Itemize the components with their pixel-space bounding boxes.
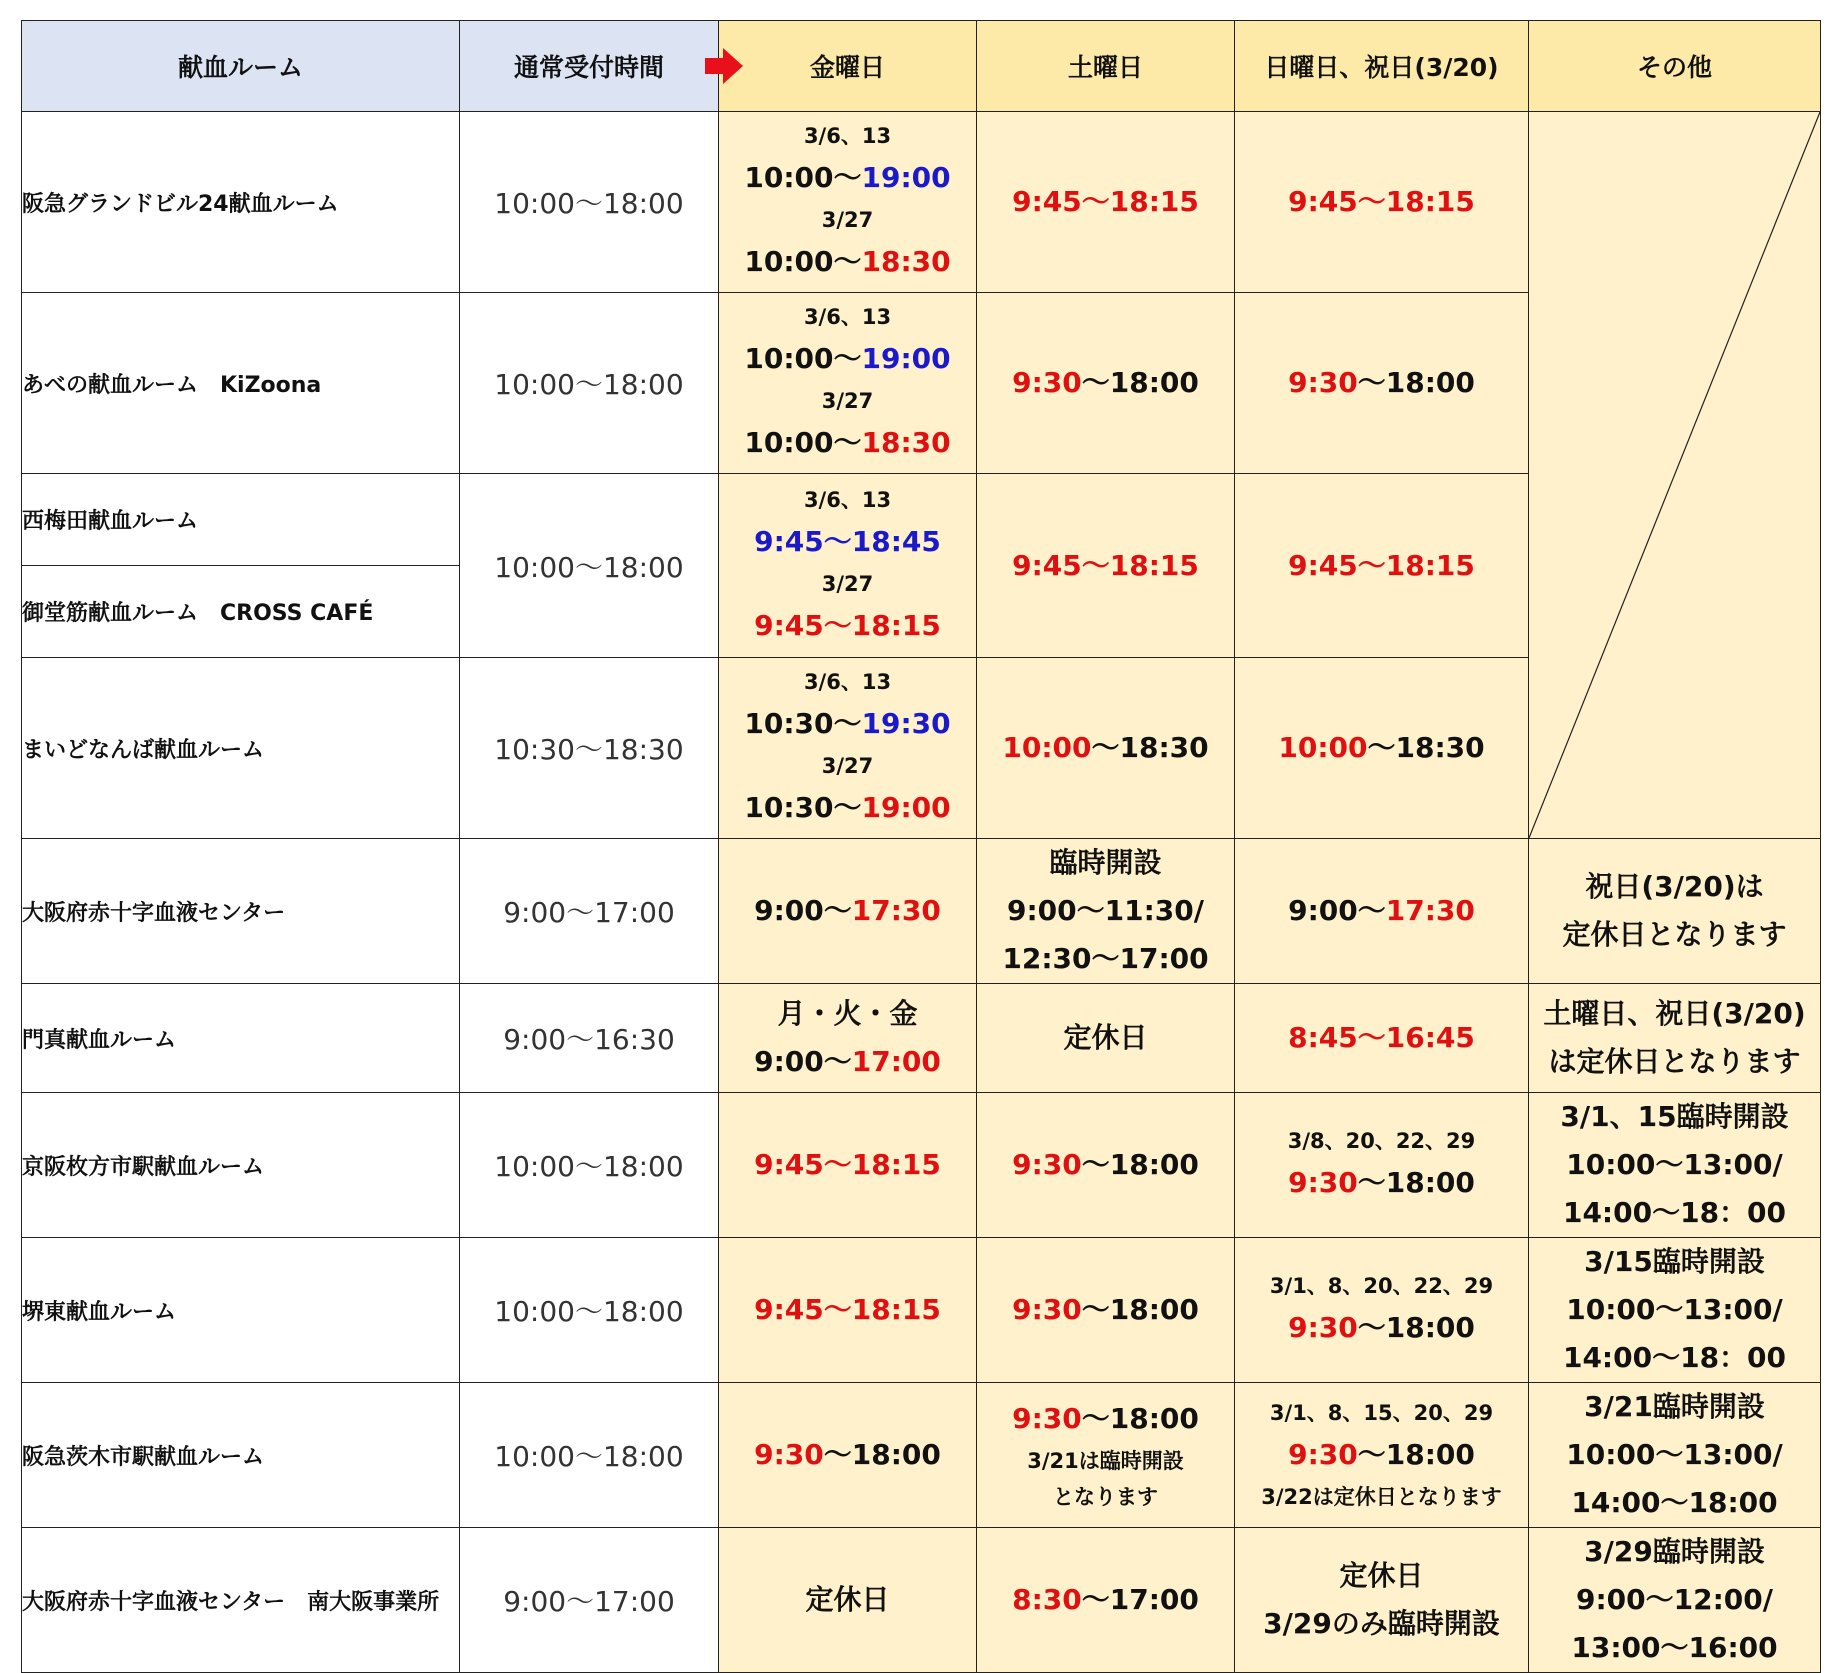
time-start: 9:00～ [754,894,852,927]
room-name: 堺東献血ルーム [22,1238,460,1383]
time-range: 9:00～11:30/ [1007,894,1204,927]
note-line: 3/29のみ臨時開設 [1263,1607,1500,1640]
note-line: 9:00～12:00/ [1576,1583,1773,1616]
date-label: 3/6、13 [803,124,892,148]
time-end: 17:30 [1385,894,1475,927]
time-range: 9:45～18:15 [754,608,941,642]
time-end: ～18:00 [1081,1148,1199,1181]
header-friday: 金曜日 [719,21,977,112]
sunday-hours: 9:45～18:15 [1235,112,1529,293]
saturday-hours [977,1093,1235,1238]
friday-hours [719,839,977,984]
time-end: ～17:00 [1081,1583,1199,1616]
time-end: ～18:00 [1357,1311,1475,1344]
saturday-hours: 定休日 [977,984,1235,1093]
time-start: 9:30 [1012,1293,1082,1326]
sunday-hours [1235,293,1529,474]
sunday-hours [1235,839,1529,984]
header-other: その他 [1529,21,1821,112]
date-label: 3/27 [821,389,874,413]
date-label: 3/27 [821,571,874,596]
room-name: まいどなんば献血ルーム [22,658,460,839]
time-start: 9:00～ [754,1045,852,1078]
time-start: 10:00 [1002,731,1092,764]
header-room: 献血ルーム [22,21,460,112]
other-note [1529,1383,1821,1528]
room-name: 門真献血ルーム [22,984,460,1093]
date-label: 3/6、13 [803,487,892,512]
time-start: 9:30 [754,1438,824,1471]
time-end: 17:00 [851,1045,941,1078]
note-line: 定休日 [1339,1559,1424,1592]
right-arrow-icon [705,48,743,84]
sunday-hours [1235,1238,1529,1383]
time-start: 9:30 [1288,366,1358,399]
friday-hours [719,658,977,839]
note-line: 3/21臨時開設 [1584,1390,1765,1423]
date-label: 3/1、8、20、22、29 [1269,1274,1494,1298]
note-line: 10:00～13:00/ [1566,1293,1783,1326]
other-note [1529,1528,1821,1673]
header-normal-label: 通常受付時間 [513,53,664,82]
table-row [22,984,1821,1093]
friday-hours [719,984,977,1093]
note-label: 臨時開設 [1049,846,1162,879]
time-end: 18:30 [861,245,951,278]
other-blank-cell [1529,112,1821,839]
note-line: となります [1053,1485,1158,1509]
friday-hours [719,474,977,658]
date-label: 3/6、13 [803,670,892,694]
header-saturday: 土曜日 [977,21,1235,112]
time-end: 19:30 [861,707,951,740]
room-name: 大阪府赤十字血液センター [22,839,460,984]
time-end: ～18:00 [1357,366,1475,399]
other-note [1529,984,1821,1093]
time-end: 19:00 [861,161,951,194]
note-line: 14:00～18：00 [1562,1196,1787,1229]
saturday-hours [977,1528,1235,1673]
time-end: ～18:00 [1357,1438,1475,1471]
saturday-hours [977,839,1235,984]
normal-hours: 10:00～18:00 [460,474,719,658]
sunday-hours [1235,1383,1529,1528]
time-start: 9:30 [1288,1311,1358,1344]
table-row [22,1528,1821,1673]
saturday-hours: 9:45～18:15 [977,474,1235,658]
time-end: ～18:00 [1081,1293,1199,1326]
note-line: 3/22は定休日となります [1261,1485,1502,1509]
other-note [1529,839,1821,984]
time-start: 9:30 [1012,1148,1082,1181]
time-start: 10:30～ [744,791,862,824]
normal-hours: 10:00～18:00 [460,293,719,474]
time-start: 9:30 [1012,366,1082,399]
other-note [1529,1238,1821,1383]
normal-hours: 9:00～17:00 [460,1528,719,1673]
schedule-table [21,20,1821,1673]
time-start: 8:30 [1012,1583,1082,1616]
note-line: 3/1、15臨時開設 [1560,1100,1789,1133]
date-label: 3/6、13 [803,305,892,329]
header-row [22,21,1821,112]
time-end: 19:00 [861,791,951,824]
normal-hours: 9:00～16:30 [460,984,719,1093]
time-end: ～18:30 [1367,731,1485,764]
sunday-hours: 8:45～16:45 [1235,984,1529,1093]
note-line: 定休日となります [1562,918,1787,951]
day-label: 月・火・金 [777,997,918,1030]
note-line: 13:00～16:00 [1571,1631,1778,1664]
date-label: 3/27 [821,208,874,232]
time-range: 12:30～17:00 [1002,942,1209,975]
table-row [22,1093,1821,1238]
normal-hours: 9:00～17:00 [460,839,719,984]
normal-hours: 10:00～18:00 [460,1238,719,1383]
time-end: 19:00 [861,342,951,375]
date-label: 3/1、8、15、20、29 [1269,1401,1494,1425]
note-line: 3/21は臨時開設 [1027,1449,1184,1473]
room-name: 西梅田献血ルーム [22,474,460,566]
time-end: 18:30 [861,426,951,459]
date-label: 3/27 [821,754,874,778]
room-name: 阪急グランドビル24献血ルーム [22,112,460,293]
saturday-hours [977,658,1235,839]
normal-hours: 10:30～18:30 [460,658,719,839]
friday-hours [719,293,977,474]
normal-hours: 10:00～18:00 [460,112,719,293]
sunday-hours [1235,1528,1529,1673]
time-start: 10:00～ [744,161,862,194]
table-row [22,1383,1821,1528]
diagonal-line [1529,112,1820,838]
note-line: 10:00～13:00/ [1566,1148,1783,1181]
saturday-hours: 9:45～18:15 [977,112,1235,293]
time-start: 9:30 [1288,1438,1358,1471]
note-line: 14:00～18：00 [1562,1341,1787,1374]
note-line: は定休日となります [1548,1045,1801,1078]
time-end: ～18:00 [1081,1402,1199,1435]
table-row [22,839,1821,984]
time-range: 9:45～18:45 [754,524,941,558]
time-start: 9:30 [1288,1166,1358,1199]
friday-hours [719,112,977,293]
room-name: 御堂筋献血ルーム CROSS CAFÉ [22,566,460,658]
note-line: 10:00～13:00/ [1566,1438,1783,1471]
note-line: 土曜日、祝日(3/20) [1543,997,1806,1030]
time-start: 9:00～ [1288,894,1386,927]
friday-hours: 9:45～18:15 [719,1093,977,1238]
room-name: 京阪枚方市駅献血ルーム [22,1093,460,1238]
normal-hours: 10:00～18:00 [460,1093,719,1238]
time-start: 10:00～ [744,245,862,278]
time-start: 10:00～ [744,426,862,459]
friday-hours: 定休日 [719,1528,977,1673]
note-line: 3/15臨時開設 [1584,1245,1765,1278]
saturday-hours [977,1238,1235,1383]
date-label: 3/8、20、22、29 [1287,1129,1476,1153]
time-start: 9:30 [1012,1402,1082,1435]
time-start: 10:00～ [744,342,862,375]
saturday-hours [977,293,1235,474]
room-name: あべの献血ルーム KiZoona [22,293,460,474]
note-line: 3/29臨時開設 [1584,1535,1765,1568]
header-sunday-holiday: 日曜日、祝日(3/20) [1235,21,1529,112]
other-note [1529,1093,1821,1238]
time-end: ～18:00 [823,1438,941,1471]
normal-hours: 10:00～18:00 [460,1383,719,1528]
room-name: 阪急茨木市駅献血ルーム [22,1383,460,1528]
sunday-hours [1235,1093,1529,1238]
time-end: 17:30 [851,894,941,927]
table-row [22,1238,1821,1383]
time-end: ～18:00 [1357,1166,1475,1199]
room-name: 大阪府赤十字血液センター 南大阪事業所 [22,1528,460,1673]
time-start: 10:30～ [744,707,862,740]
time-start: 10:00 [1278,731,1368,764]
header-normal-hours [460,21,719,112]
table-row [22,112,1821,293]
friday-hours [719,1383,977,1528]
sunday-hours [1235,658,1529,839]
saturday-hours [977,1383,1235,1528]
sunday-hours: 9:45～18:15 [1235,474,1529,658]
note-line: 祝日(3/20)は [1585,870,1764,903]
note-line: 14:00～18:00 [1571,1486,1778,1519]
friday-hours: 9:45～18:15 [719,1238,977,1383]
time-end: ～18:30 [1091,731,1209,764]
time-end: ～18:00 [1081,366,1199,399]
